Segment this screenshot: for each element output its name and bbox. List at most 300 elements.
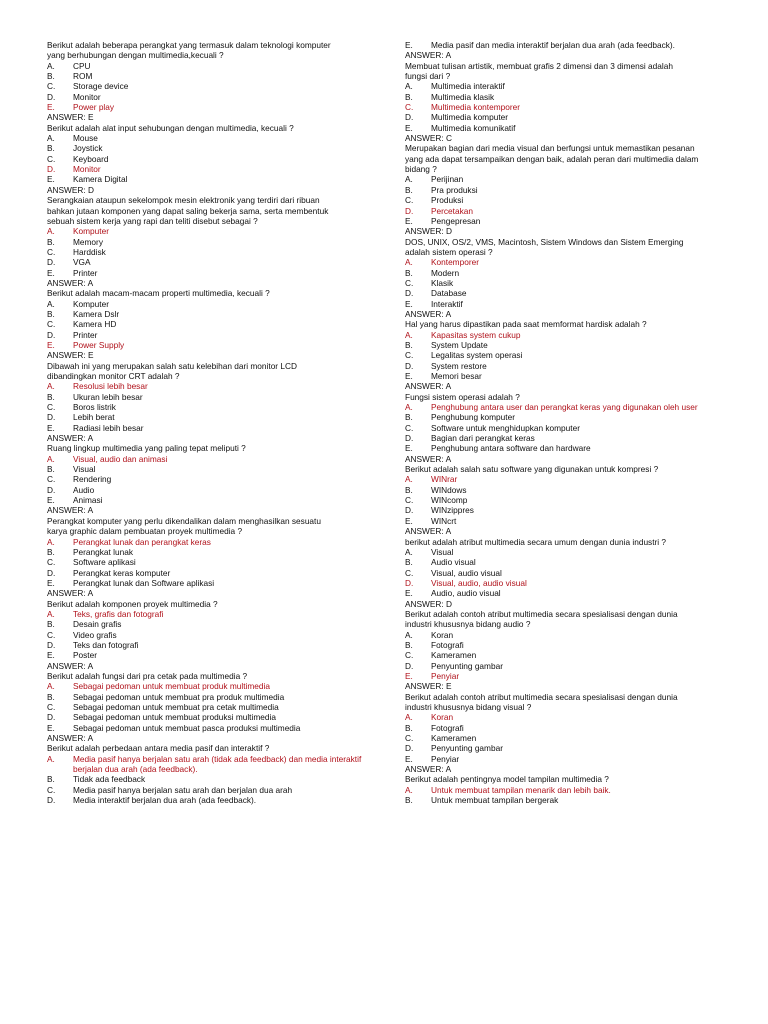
- question-text: Serangkaian ataupun sekelompok mesin elektronik yang terdiri dari ribuan: [47, 195, 320, 206]
- answer-key: ANSWER: D: [47, 184, 95, 195]
- option-text: Media pasif hanya berjalan satu arah (tidak ada feedback) dan media interaktif berjalan dua arah (ada feedback).: [73, 753, 362, 775]
- option-letter: D.: [47, 795, 56, 806]
- option-text: Teks, grafis dan fotografi: [73, 608, 164, 619]
- option-letter: B.: [47, 71, 55, 82]
- option-letter: D.: [47, 639, 56, 650]
- answer-option: [47, 795, 392, 805]
- answer-option: [47, 495, 392, 505]
- answer-option: [47, 309, 392, 319]
- question-text: Berikut adalah komponen proyek multimedia ?: [47, 598, 218, 609]
- option-text: Pra produksi: [431, 184, 478, 195]
- answer-key: ANSWER: A: [405, 526, 452, 537]
- answer-option: [405, 216, 750, 226]
- option-letter: E.: [405, 753, 413, 764]
- answer-key: ANSWER: A: [47, 733, 94, 744]
- answer-option: [47, 133, 392, 143]
- option-text: Harddisk: [73, 246, 106, 257]
- question-text: berikut adalah atribut multimedia secara umum dengan dunia industri ?: [405, 536, 667, 547]
- option-text: Untuk membuat tampilan bergerak: [431, 795, 559, 806]
- option-text: VGA: [73, 257, 91, 268]
- option-letter: B.: [47, 774, 55, 785]
- option-text: Multimedia klasik: [431, 91, 495, 102]
- option-letter: C.: [405, 350, 414, 361]
- option-text: Penyunting gambar: [431, 743, 503, 754]
- option-text: Komputer: [73, 298, 109, 309]
- option-text: Untuk membuat tampilan menarik dan lebih baik.: [431, 784, 611, 795]
- option-letter: A.: [405, 546, 413, 557]
- question-text: Berikut adalah alat input sehubungan dengan multimedia, kecuali ?: [47, 122, 294, 133]
- answer-option: [47, 547, 392, 557]
- option-text: Pengepresan: [431, 215, 481, 226]
- answer-option: [405, 330, 750, 340]
- option-letter: E.: [47, 722, 55, 733]
- question-text: sebuah sistem kerja yang rapi dan teliti disebut sebagai ?: [47, 215, 258, 226]
- option-text: Koran: [431, 712, 454, 723]
- answer-key: ANSWER: A: [405, 308, 452, 319]
- option-letter: D.: [47, 91, 56, 102]
- answer-option: [405, 433, 750, 443]
- option-letter: A.: [47, 453, 55, 464]
- option-text: Storage device: [73, 81, 129, 92]
- option-text: Monitor: [73, 91, 101, 102]
- answer-option: [47, 402, 392, 412]
- option-letter: A.: [405, 474, 413, 485]
- answer-option: [405, 340, 750, 350]
- answer-option: [405, 712, 750, 722]
- option-letter: D.: [405, 433, 414, 444]
- option-letter: B.: [405, 184, 413, 195]
- option-letter: D.: [405, 743, 414, 754]
- question-text: Dibawah ini yang merupakan salah satu kelebihan dari monitor LCD: [47, 360, 297, 371]
- option-letter: C.: [405, 277, 414, 288]
- option-text: Sebagai pedoman untuk membuat pra cetak multimedia: [73, 702, 279, 712]
- question-text: industri khususnya bidang visual ?: [405, 702, 532, 712]
- option-letter: B.: [47, 236, 55, 247]
- option-letter: D.: [47, 329, 56, 340]
- option-text: Penyiar: [431, 753, 460, 764]
- option-letter: D.: [47, 567, 56, 578]
- answer-option: [47, 381, 392, 391]
- option-letter: B.: [405, 557, 413, 568]
- answer-option: [47, 630, 392, 640]
- option-letter: D.: [405, 660, 414, 671]
- option-letter: E.: [47, 422, 55, 433]
- option-letter: A.: [47, 608, 55, 619]
- option-letter: E.: [47, 174, 55, 185]
- option-letter: D.: [47, 257, 56, 268]
- option-text: Lebih berat: [73, 412, 115, 423]
- option-text: Media pasif hanya berjalan satu arah dan berjalan dua arah: [73, 784, 293, 795]
- answer-option: [405, 40, 750, 50]
- answer-option: [47, 464, 392, 474]
- answer-option: [405, 640, 750, 650]
- option-letter: A.: [405, 257, 413, 268]
- answer-option: [405, 547, 750, 557]
- option-text: Mouse: [73, 133, 98, 144]
- option-text: Perijinan: [431, 174, 464, 185]
- answer-option: [47, 247, 392, 257]
- answer-option: [405, 123, 750, 133]
- answer-key: ANSWER: E: [47, 350, 94, 361]
- option-text: Multimedia komputer: [431, 112, 509, 123]
- answer-option: [47, 81, 392, 91]
- option-text: Audio: [73, 484, 95, 495]
- question-text: Hal yang harus dipastikan pada saat memformat hardisk adalah ?: [405, 319, 647, 330]
- answer-option: [47, 650, 392, 660]
- option-text: Perangkat lunak dan Software aplikasi: [73, 577, 215, 588]
- answer-option: [405, 661, 750, 671]
- answer-option: [47, 474, 392, 484]
- option-text: Sebagai pedoman untuk membuat produk multimedia: [73, 681, 270, 692]
- answer-option: [47, 681, 392, 691]
- option-text: Penghubung komputer: [431, 412, 515, 423]
- option-letter: C.: [47, 557, 56, 568]
- answer-option: [405, 516, 750, 526]
- answer-option: [47, 537, 392, 547]
- option-text: WINcrt: [431, 515, 457, 526]
- answer-option: [47, 609, 392, 619]
- answer-option: [47, 485, 392, 495]
- answer-option: [47, 423, 392, 433]
- option-letter: B.: [47, 546, 55, 557]
- answer-option: [47, 330, 392, 340]
- answer-option: [47, 61, 392, 71]
- option-letter: E.: [47, 102, 55, 113]
- answer-option: [47, 568, 392, 578]
- question-text: Berikut adalah salah satu software yang digunakan untuk kompresi ?: [405, 464, 659, 475]
- option-letter: B.: [47, 308, 55, 319]
- answer-option: [47, 154, 392, 164]
- option-text: Bagian dari perangkat keras: [431, 433, 535, 444]
- option-letter: A.: [405, 174, 413, 185]
- option-text: Tidak ada feedback: [73, 774, 146, 785]
- option-text: Animasi: [73, 495, 103, 506]
- option-letter: C.: [47, 629, 56, 640]
- question-text: DOS, UNIX, OS/2, VMS, Macintosh, Sistem Windows dan Sistem Emerging: [405, 236, 684, 247]
- answer-option: [405, 206, 750, 216]
- option-text: WINdows: [431, 484, 467, 495]
- option-text: Audio, audio visual: [431, 588, 501, 599]
- answer-option: [47, 578, 392, 588]
- answer-option: [405, 278, 750, 288]
- option-text: Memori besar: [431, 371, 482, 381]
- option-text: WINcomp: [431, 495, 468, 506]
- answer-option: [405, 350, 750, 360]
- option-text: Kameramen: [431, 733, 477, 744]
- option-text: Video grafis: [73, 629, 117, 640]
- option-letter: A.: [47, 133, 55, 144]
- option-letter: A.: [405, 329, 413, 340]
- option-letter: E.: [405, 40, 413, 50]
- answer-option: [405, 402, 750, 412]
- answer-option: [47, 640, 392, 650]
- option-letter: E.: [405, 670, 413, 681]
- option-letter: D.: [405, 288, 414, 299]
- option-letter: B.: [47, 143, 55, 154]
- option-letter: C.: [47, 319, 56, 330]
- option-text: Sebagai pedoman untuk membuat pra produk multimedia: [73, 691, 285, 702]
- option-letter: B.: [405, 722, 413, 733]
- option-text: Visual, audio dan animasi: [73, 453, 168, 464]
- answer-option: [47, 143, 392, 153]
- answer-key: ANSWER: A: [405, 764, 452, 775]
- answer-option: [405, 412, 750, 422]
- option-letter: D.: [405, 577, 414, 588]
- option-text: Kontemporer: [431, 257, 479, 268]
- answer-key: ANSWER: A: [47, 588, 94, 599]
- option-letter: B.: [405, 484, 413, 495]
- option-text: Koran: [431, 629, 454, 640]
- option-letter: B.: [47, 691, 55, 702]
- option-letter: A.: [47, 60, 55, 71]
- option-letter: B.: [47, 619, 55, 630]
- answer-option: [405, 81, 750, 91]
- option-text: Rendering: [73, 474, 112, 485]
- option-letter: A.: [47, 753, 55, 764]
- option-text: Power Supply: [73, 339, 125, 350]
- answer-option: [405, 568, 750, 578]
- answer-key: ANSWER: E: [47, 112, 94, 123]
- option-letter: C.: [405, 102, 414, 113]
- answer-option: [405, 785, 750, 795]
- option-letter: A.: [405, 402, 413, 413]
- option-letter: D.: [47, 712, 56, 723]
- option-letter: C.: [405, 567, 414, 578]
- option-letter: E.: [405, 371, 413, 381]
- answer-option: [405, 102, 750, 112]
- answer-option: [405, 92, 750, 102]
- answer-option: [405, 361, 750, 371]
- answer-option: [47, 754, 392, 775]
- answer-option: [405, 268, 750, 278]
- option-letter: C.: [405, 733, 414, 744]
- option-letter: E.: [405, 588, 413, 599]
- right-column: [405, 40, 750, 805]
- option-letter: E.: [47, 267, 55, 278]
- answer-option: [47, 712, 392, 722]
- option-text: Visual: [73, 464, 96, 475]
- option-text: Printer: [73, 329, 98, 340]
- question-text: bidang ?: [405, 164, 437, 175]
- question-text: Berikut adalah contoh atribut multimedia secara spesialisasi dengan dunia: [405, 608, 678, 619]
- answer-option: [405, 195, 750, 205]
- option-text: Penyunting gambar: [431, 660, 503, 671]
- option-letter: B.: [47, 464, 55, 475]
- answer-option: [47, 237, 392, 247]
- option-letter: A.: [47, 298, 55, 309]
- question-text: Membuat tulisan artistik, membuat grafis 2 dimensi dan 3 dimensi adalah: [405, 60, 673, 71]
- question-text: bahkan jutaan komponen yang dapat saling bekerja sama, serta membentuk: [47, 205, 329, 216]
- answer-option: [47, 454, 392, 464]
- answer-option: [47, 723, 392, 733]
- option-letter: B.: [405, 795, 413, 806]
- option-letter: C.: [405, 495, 414, 506]
- option-letter: D.: [405, 360, 414, 371]
- answer-option: [405, 371, 750, 381]
- option-letter: C.: [47, 702, 56, 712]
- answer-option: [405, 495, 750, 505]
- option-text: Database: [431, 288, 467, 299]
- option-text: Interaktif: [431, 298, 463, 309]
- answer-key: ANSWER: E: [405, 681, 452, 692]
- option-text: Poster: [73, 650, 97, 661]
- answer-key: ANSWER: D: [405, 598, 453, 609]
- option-text: Perangkat lunak: [73, 546, 133, 557]
- option-text: System Update: [431, 339, 488, 350]
- answer-key: ANSWER: A: [47, 433, 94, 444]
- option-text: Sebagai pedoman untuk membuat pasca produksi multimedia: [73, 722, 301, 733]
- answer-option: [405, 423, 750, 433]
- answer-option: [405, 485, 750, 495]
- option-text: WINrar: [431, 474, 458, 485]
- option-letter: E.: [47, 577, 55, 588]
- answer-option: [47, 226, 392, 236]
- option-text: Perangkat keras komputer: [73, 567, 171, 578]
- option-letter: C.: [47, 81, 56, 92]
- answer-option: [47, 392, 392, 402]
- question-text: industri khususnya bidang audio ?: [405, 619, 531, 630]
- option-text: WINzippres: [431, 505, 474, 516]
- option-letter: D.: [47, 484, 56, 495]
- answer-key: ANSWER: A: [405, 50, 452, 61]
- answer-option: [405, 443, 750, 453]
- option-letter: D.: [47, 412, 56, 423]
- option-letter: A.: [47, 226, 55, 237]
- answer-option: [405, 723, 750, 733]
- option-text: Produksi: [431, 195, 464, 206]
- option-text: Printer: [73, 267, 98, 278]
- option-text: Penyiar: [431, 670, 460, 681]
- option-letter: D.: [405, 205, 414, 216]
- option-text: Legalitas system operasi: [431, 350, 523, 361]
- option-text: Monitor: [73, 164, 101, 175]
- answer-key: ANSWER: A: [47, 505, 94, 516]
- answer-option: [405, 185, 750, 195]
- answer-key: ANSWER: A: [47, 277, 94, 288]
- question-text: yang ada dapat tersampaikan dengan baik, adalah peran dari multimedia dalam: [405, 153, 699, 164]
- answer-option: [47, 164, 392, 174]
- option-text: Visual, audio visual: [431, 567, 502, 578]
- answer-key: ANSWER: A: [405, 381, 452, 392]
- option-text: Desain grafis: [73, 619, 122, 630]
- option-letter: E.: [47, 495, 55, 506]
- option-text: Perangkat lunak dan perangkat keras: [73, 536, 211, 547]
- option-letter: C.: [47, 474, 56, 485]
- option-text: Audio visual: [431, 557, 476, 568]
- answer-option: [47, 102, 392, 112]
- question-text: Perangkat komputer yang perlu dikendalikan dalam menghasilkan sesuatu: [47, 515, 321, 526]
- answer-option: [47, 340, 392, 350]
- option-letter: B.: [405, 412, 413, 423]
- answer-key: ANSWER: C: [405, 133, 453, 144]
- option-text: Komputer: [73, 226, 109, 237]
- answer-option: [47, 785, 392, 795]
- option-text: Penghubung antara user dan perangkat keras yang digunakan oleh user: [431, 402, 698, 413]
- option-text: Fotografi: [431, 722, 464, 733]
- option-text: Kamera Digital: [73, 174, 128, 185]
- option-letter: B.: [405, 639, 413, 650]
- answer-key: ANSWER: D: [405, 226, 453, 237]
- question-text: yang berhubungan dengan multimedia,kecuali ?: [47, 50, 224, 61]
- option-letter: B.: [405, 91, 413, 102]
- option-letter: E.: [47, 650, 55, 661]
- question-text: Berikut adalah perbedaan antara media pasif dan interaktif ?: [47, 743, 270, 754]
- option-text: Resolusi lebih besar: [73, 381, 148, 392]
- option-text: System restore: [431, 360, 487, 371]
- option-text: Media interaktif berjalan dua arah (ada feedback).: [73, 795, 257, 806]
- option-letter: C.: [405, 650, 414, 661]
- answer-option: [405, 754, 750, 764]
- option-text: Modern: [431, 267, 460, 278]
- option-text: Sebagai pedoman untuk membuat produksi multimedia: [73, 712, 276, 723]
- answer-option: [405, 505, 750, 515]
- question-text: Berikut adalah contoh atribut multimedia secara spesialisasi dengan dunia: [405, 691, 678, 702]
- option-letter: D.: [47, 164, 56, 175]
- option-letter: D.: [405, 505, 414, 516]
- question-text: Berikut adalah pentingnya model tampilan multimedia ?: [405, 774, 609, 785]
- answer-option: [405, 474, 750, 484]
- option-text: Teks dan fotografi: [73, 639, 139, 650]
- option-text: Ukuran lebih besar: [73, 391, 143, 402]
- question-text: dibandingkan monitor CRT adalah ?: [47, 371, 180, 381]
- answer-option: [47, 71, 392, 81]
- option-letter: B.: [47, 391, 55, 402]
- option-text: Multimedia komunikatif: [431, 122, 516, 133]
- answer-option: [47, 92, 392, 102]
- answer-option: [405, 288, 750, 298]
- option-letter: C.: [47, 784, 56, 795]
- question-text: karya graphic dalam pembuatan proyek multimedia ?: [47, 526, 243, 537]
- answer-option: [405, 650, 750, 660]
- answer-option: [47, 257, 392, 267]
- option-text: Percetakan: [431, 205, 473, 216]
- question-text: adalah sistem operasi ?: [405, 246, 493, 257]
- answer-option: [47, 557, 392, 567]
- option-text: Joystick: [73, 143, 103, 154]
- option-letter: C.: [47, 153, 56, 164]
- option-letter: E.: [405, 443, 413, 454]
- option-letter: C.: [405, 422, 414, 433]
- option-text: Memory: [73, 236, 103, 247]
- option-text: Multimedia kontemporer: [431, 102, 520, 113]
- option-letter: C.: [405, 195, 414, 206]
- left-column: [47, 40, 392, 805]
- option-letter: A.: [405, 712, 413, 723]
- option-letter: E.: [47, 339, 55, 350]
- option-text: Media pasif dan media interaktif berjalan dua arah (ada feedback).: [431, 40, 675, 50]
- option-text: Visual: [431, 546, 454, 557]
- option-text: ROM: [73, 71, 93, 82]
- answer-option: [405, 733, 750, 743]
- answer-key: ANSWER: A: [405, 453, 452, 464]
- answer-option: [405, 112, 750, 122]
- option-letter: C.: [47, 246, 56, 257]
- option-letter: E.: [405, 122, 413, 133]
- answer-option: [47, 268, 392, 278]
- question-text: fungsi dari ?: [405, 71, 451, 82]
- answer-option: [405, 257, 750, 267]
- answer-option: [47, 299, 392, 309]
- option-text: Visual, audio, audio visual: [431, 577, 527, 588]
- answer-option: [47, 174, 392, 184]
- question-text: Berikut adalah beberapa perangkat yang termasuk dalam teknologi komputer: [47, 40, 331, 50]
- answer-option: [47, 619, 392, 629]
- option-text: Multimedia interaktif: [431, 81, 505, 92]
- option-text: Software aplikasi: [73, 557, 136, 568]
- option-letter: B.: [405, 267, 413, 278]
- option-letter: E.: [405, 515, 413, 526]
- option-text: Keyboard: [73, 153, 109, 164]
